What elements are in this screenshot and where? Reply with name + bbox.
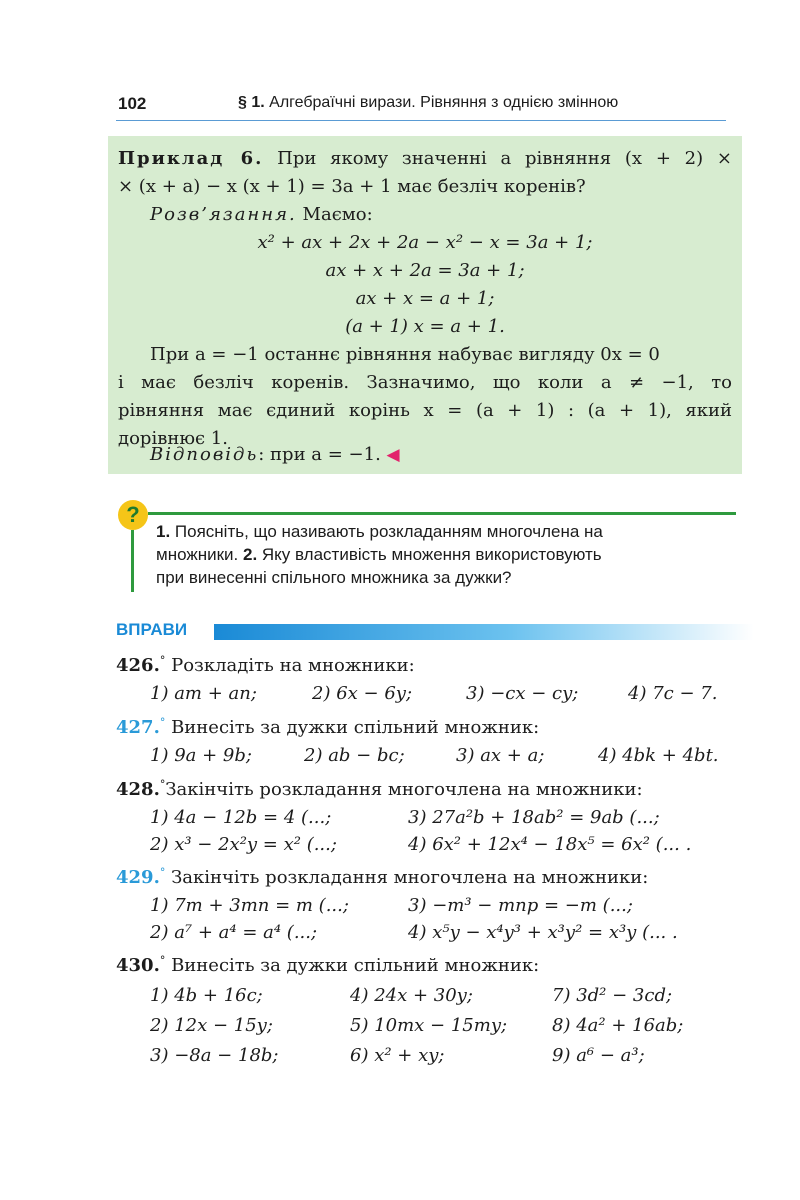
- exercise-430-item-5: 5) 10mx − 15my;: [350, 1015, 508, 1036]
- degree-mark: °: [159, 954, 166, 967]
- exercise-430-item-4: 4) 24x + 30y;: [350, 985, 473, 1006]
- exercise-428-item-2: 2) x³ − 2x²y = x² (...;: [150, 834, 337, 855]
- question-1-text: Поясніть, що називають розкладанням многочлена на: [170, 522, 603, 541]
- exercise-instruction: Винесіть за дужки спільний множник:: [171, 717, 540, 738]
- exercise-430-item-7: 7) 3d² − 3cd;: [552, 985, 673, 1006]
- exercise-426-title: [116, 654, 415, 676]
- solution-intro: Маємо:: [302, 204, 373, 225]
- page-number: 102: [118, 94, 147, 113]
- question-rule-top: [148, 512, 736, 515]
- exercise-429-item-4: 4) x⁵y − x⁴y³ + x³y² = x³y (... .: [408, 922, 678, 943]
- exercise-number: 427.: [116, 717, 160, 738]
- exercise-430-item-8: 8) 4a² + 16ab;: [552, 1015, 684, 1036]
- degree-mark: °: [159, 654, 166, 667]
- section-title: Алгебраїчні вирази. Рівняння з однією змінною: [269, 94, 619, 111]
- explanation-line2: і має безліч коренів. Зазначимо, що коли a ≠ −1, то: [118, 372, 732, 393]
- exercise-instruction: Закінчіть розкладання многочлена на множники:: [171, 867, 649, 888]
- degree-mark: °: [159, 778, 166, 791]
- exercise-427-title: [116, 716, 539, 738]
- question-line1: [156, 522, 603, 542]
- question-2-text: Яку властивість множення використовують: [257, 545, 602, 564]
- exercise-430-item-6: 6) x² + xy;: [350, 1045, 445, 1066]
- exercise-427-item-4: 4) 4bk + 4bt.: [598, 745, 719, 766]
- example-label: Приклад 6.: [118, 148, 264, 169]
- exercise-430-title: [116, 954, 539, 976]
- answer-line: [150, 444, 400, 465]
- exercise-430-item-2: 2) 12x − 15y;: [150, 1015, 273, 1036]
- example-question-line1: [118, 148, 732, 169]
- answer-label: Відповідь: [150, 444, 259, 465]
- question-1-text-cont: множники.: [156, 545, 243, 564]
- exercise-430-item-9: 9) a⁶ − a³;: [552, 1045, 645, 1066]
- exercise-429-title: [116, 866, 648, 888]
- answer-text: : при a = −1.: [258, 444, 381, 465]
- question-rule-left: [131, 530, 134, 592]
- exercise-instruction: Винесіть за дужки спільний множник:: [171, 955, 540, 976]
- degree-mark: °: [159, 866, 166, 879]
- end-marker-icon: ◀: [386, 445, 400, 465]
- exercise-instruction: Розкладіть на множники:: [171, 655, 415, 676]
- exercise-427-item-2: 2) ab − bc;: [304, 745, 405, 766]
- exercises-heading-bar: [214, 624, 754, 640]
- question-line3: при винесенні спільного множника за дужки?: [156, 568, 512, 587]
- equation-1: x² + ax + 2x + 2a − x² − x = 3a + 1;: [257, 232, 593, 253]
- exercise-430-item-1: 1) 4b + 16c;: [150, 985, 263, 1006]
- question-line2: [156, 545, 602, 565]
- exercise-428-item-1: 1) 4a − 12b = 4 (...;: [150, 807, 332, 828]
- exercise-427-item-1: 1) 9a + 9b;: [150, 745, 252, 766]
- exercise-number: 426.: [116, 655, 160, 676]
- exercise-426-item-2: 2) 6x − 6y;: [312, 683, 413, 704]
- exercise-instruction: Закінчіть розкладання многочлена на множники:: [165, 779, 643, 800]
- exercise-426-item-1: 1) am + an;: [150, 683, 257, 704]
- exercise-426-item-4: 4) 7c − 7.: [628, 683, 718, 704]
- example-question-text1: При якому значенні a рівняння (x + 2) ×: [277, 148, 732, 169]
- explanation-line1: При a = −1 останнє рівняння набуває вигляду 0x = 0: [150, 344, 660, 365]
- exercise-429-item-3: 3) −m³ − mnp = −m (...;: [408, 895, 633, 916]
- explanation-line4: дорівнює 1.: [118, 428, 228, 449]
- exercise-number: 430.: [116, 955, 160, 976]
- exercise-428-item-4: 4) 6x² + 12x⁴ − 18x⁵ = 6x² (... .: [408, 834, 692, 855]
- exercise-number: 429.: [116, 867, 160, 888]
- section-number: § 1.: [238, 94, 265, 111]
- exercise-426-item-3: 3) −cx − cy;: [466, 683, 579, 704]
- exercises-heading-label: ВПРАВИ: [116, 620, 188, 639]
- solution-label: Розв’язання.: [150, 204, 297, 225]
- solution-line: [150, 204, 373, 225]
- page-header: [116, 94, 726, 120]
- equation-3: ax + x = a + 1;: [355, 288, 495, 309]
- running-head: [238, 94, 618, 112]
- exercise-428-title: [116, 778, 643, 800]
- exercise-429-item-2: 2) a⁷ + a⁴ = a⁴ (...;: [150, 922, 318, 943]
- explanation-line3: рівняння має єдиний корінь x = (a + 1) : (a + 1), який: [118, 400, 732, 421]
- example-question-line2: × (x + a) − x (x + 1) = 3a + 1 має безліч коренів?: [118, 176, 586, 197]
- exercise-430-item-3: 3) −8a − 18b;: [150, 1045, 279, 1066]
- degree-mark: °: [159, 716, 166, 729]
- example-box: [108, 136, 742, 474]
- exercise-number: 428.: [116, 779, 160, 800]
- question-1-number: 1.: [156, 522, 171, 541]
- question-icon: ?: [118, 500, 148, 530]
- exercise-428-item-3: 3) 27a²b + 18ab² = 9ab (...;: [408, 807, 660, 828]
- equation-4: (a + 1) x = a + 1.: [345, 316, 505, 337]
- equation-2: ax + x + 2a = 3a + 1;: [325, 260, 525, 281]
- exercise-429-item-1: 1) 7m + 3mn = m (...;: [150, 895, 349, 916]
- exercise-427-item-3: 3) ax + a;: [456, 745, 545, 766]
- header-rule: [116, 120, 726, 121]
- question-2-number: 2.: [242, 545, 258, 564]
- review-questions: [118, 500, 738, 600]
